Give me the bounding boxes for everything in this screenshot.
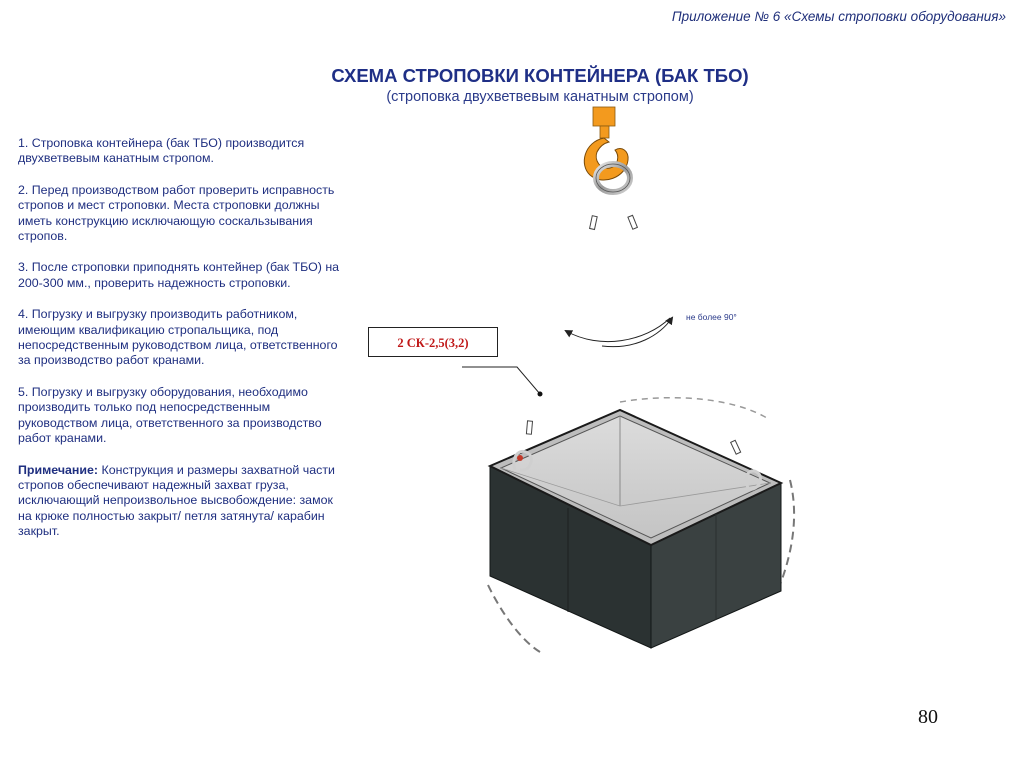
angle-note: не более 90° [686, 312, 737, 322]
appendix-caption: Приложение № 6 «Схемы строповки оборудования» [671, 9, 1006, 24]
instruction-item-4: 4. Погрузку и выгрузку производить работником, имеющим квалификацию стропальщика, под непосредственным руководством лица, ответственного за производство работ кранами. [18, 307, 338, 368]
instruction-item-1: 1. Строповка контейнера (бак ТБО) производится двухветвевым канатным стропом. [18, 136, 305, 166]
note-label: Примечание: [18, 462, 99, 477]
leader-line [462, 367, 540, 394]
page-subtitle: (строповка двухветвевым канатным стропом) [386, 89, 694, 105]
page-title: СХЕМА СТРОПОВКИ КОНТЕЙНЕРА (БАК ТБО) [331, 65, 749, 86]
sling-label: 2 СК-2,5(3,2) [368, 327, 498, 357]
instruction-item-3: 3. После строповки приподнять контейнер (бак ТБО) на 200-300 мм., проверить надежность строповки. [18, 260, 340, 290]
rotation-arrow [566, 318, 670, 342]
page-number: 80 [918, 706, 938, 728]
instruction-item-5: 5. Погрузку и выгрузку оборудования, необходимо производить только под непосредственным руководством лица, ответственного за производство работ кранами. [18, 384, 322, 446]
instruction-item-2: 2. Перед производством работ проверить исправность стропов и мест строповки. Места строповки должны иметь конструкцию исключающую соскальзывания стропов. [18, 182, 335, 244]
note-text: Конструкция и размеры захватной части стропов обеспечивают надежный захват груза, исключающий непроизвольное высвобождение: замок на крюке полностью закрыт/ петля затянута/ карабин закрыт. [18, 462, 335, 539]
